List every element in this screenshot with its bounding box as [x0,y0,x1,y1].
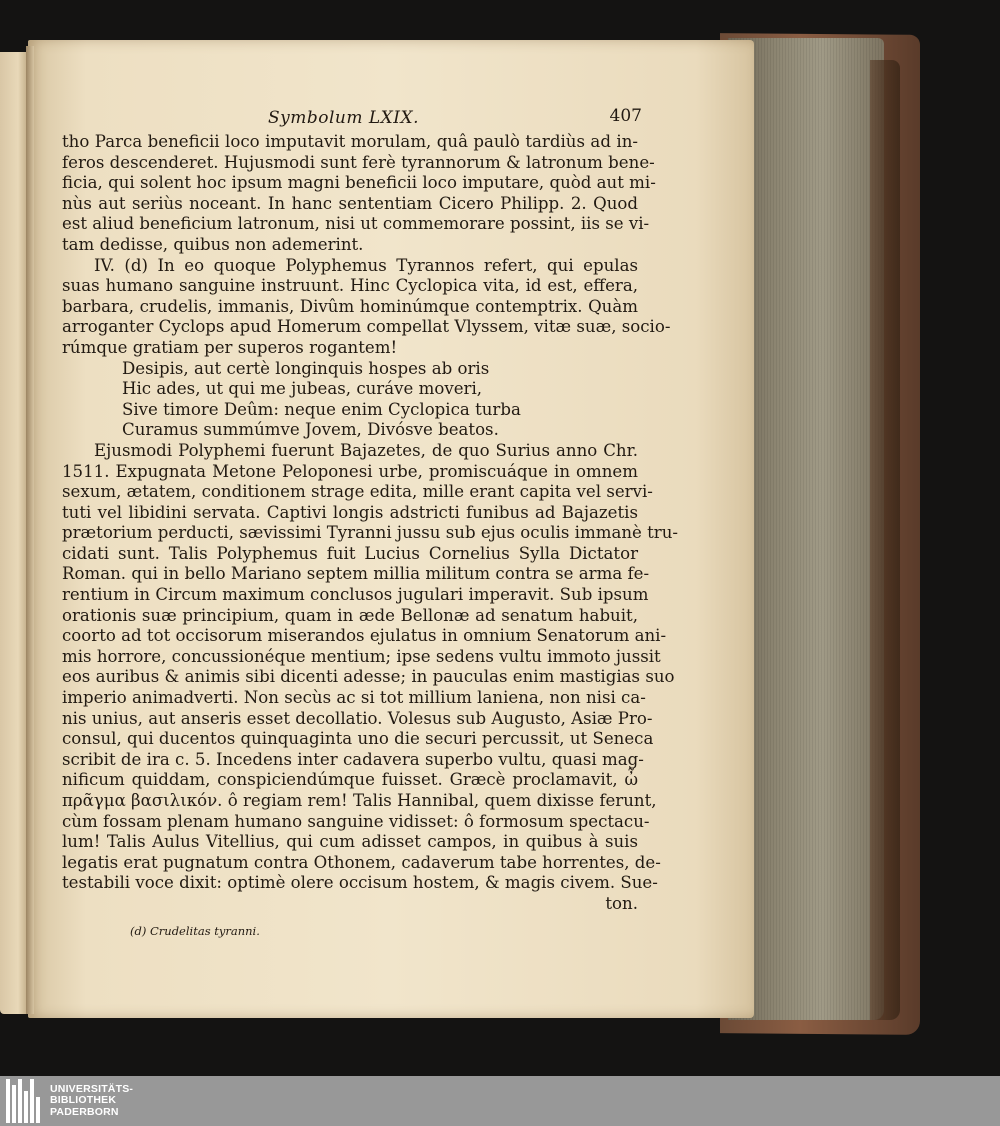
text-line: tam dedisse, quibus non ademerint. [62,234,364,254]
page-number: 407 [609,106,642,126]
text-line: IV. (d) In eo quoque Polyphemus Tyrannos refert, qui epulas [94,255,638,275]
text-line: mis horrore, concussionéque mentium; ipse sedens vultu immoto jussit [62,646,661,666]
library-banner [0,1076,1000,1126]
text-line: legatis erat pugnatum contra Othonem, cadaverum tabe horrentes, de- [62,852,661,872]
fore-edge-shadow [870,60,900,1020]
text-line: lum! Talis Aulus Vitellius, qui cum adisset campos, in quibus à suis [62,832,638,852]
footnote: (d) Crudelitas tyranni. [130,923,260,938]
text-line: nificum quiddam, conspiciendúmque fuisset. Græcè proclamavit, ὦ [62,770,638,790]
text-line: orationis suæ principium, quam in æde Bellonæ ad senatum habuit, [62,605,638,625]
text-line: consul, qui ducentos quinquaginta uno die securi percussit, ut Seneca [62,729,654,749]
text-line: testabili voce dixit: optimè olere occisum hostem, & magis civem. Sue- [62,873,658,893]
text-line: 1511. Expugnata Metone Peloponesi urbe, promiscuáque in omnem [62,461,638,481]
text-line: prætorium perducti, sævissimi Tyranni jussu sub ejus oculis immanè tru- [62,523,679,543]
text-line: arroganter Cyclops apud Homerum compellat Vlyssem, vitæ suæ, socio- [62,317,671,337]
text-line: cidati sunt. Talis Polyphemus fuit Lucius Cornelius Sylla Dictator [62,543,638,563]
page-header [62,106,642,132]
library-name [50,1084,133,1119]
verse-line: Desipis, aut certè longinquis hospes ab oris [122,358,490,378]
text-line: Roman. qui in bello Mariano septem millia militum contra se arma fe- [62,564,650,584]
library-name-line: PADERBORN [50,1105,119,1118]
library-name-line: BIBLIOTHEK [50,1094,117,1107]
text-line: suas humano sanguine instruunt. Hinc Cyclopica vita, id est, effera, [62,276,638,296]
text-line: coorto ad tot occisorum miserandos ejulatus in omnium Senatorum ani- [62,626,667,646]
text-line: tho Parca beneficii loco imputavit morulam, quâ paulò tardiùs ad in- [62,132,638,151]
text-line: feros descenderet. Hujusmodi sunt ferè tyrannorum & latronum bene- [62,152,655,172]
verse-line: Curamus summúmve Jovem, Divósve beatos. [122,420,499,440]
verse-line: Sive timore Deûm: neque enim Cyclopica turba [122,399,521,419]
text-line: sexum, ætatem, conditionem strage edita, mille erant capita vel servi- [62,482,653,502]
text-line: est aliud beneficium latronum, nisi ut commemorare possint, iis se vi- [62,214,650,234]
text-line: nùs aut seriùs noceant. In hanc sententiam Cicero Philipp. 2. Quod [62,193,638,213]
text-line: imperio animadverti. Non secùs ac si tot millium laniena, non nisi ca- [62,688,646,708]
verse-line: Hic ades, ut qui me jubeas, curáve moveri, [122,379,483,399]
text-line: barbara, crudelis, immanis, Divûm hominúmque contemptrix. Quàm [62,296,638,316]
text-line: scribit de ira c. 5. Incedens inter cadavera superbo vultu, quasi mag- [62,749,644,769]
text-line: πρᾶγμα βασιλικόν. ô regiam rem! Talis Hannibal, quem dixisse ferunt, [62,791,657,810]
text-line: nis unius, aut anseris esset decollatio. Volesus sub Augusto, Asiæ Pro- [62,708,653,728]
library-logo-icon [6,1079,40,1123]
library-name-line: UNIVERSITÄTS- [50,1082,134,1095]
catchword: ton. [605,893,638,913]
running-head: Symbolum LXIX. [268,108,420,128]
page-gutter [26,46,34,1014]
text-line: ficia, qui solent hoc ipsum magni beneficii loco imputare, quòd aut mi- [62,173,656,193]
text-line: tuti vel libidini servata. Captivi longis adstricti funibus ad Bajazetis [62,502,638,522]
text-line: rentium in Circum maximum conclusos jugulari imperavit. Sub ipsum [62,585,649,605]
text-line: cùm fossam plenam humano sanguine vidisset: ô formosum spectacu- [62,811,650,831]
text-line: rúmque gratiam per superos rogantem! [62,337,398,357]
page-text [62,106,679,941]
text-line: Ejusmodi Polyphemi fuerunt Bajazetes, de quo Surius anno Chr. [94,440,638,460]
text-line: eos auribus & animis sibi dicenti adesse; in pauculas enim mastigias suo [62,667,675,687]
